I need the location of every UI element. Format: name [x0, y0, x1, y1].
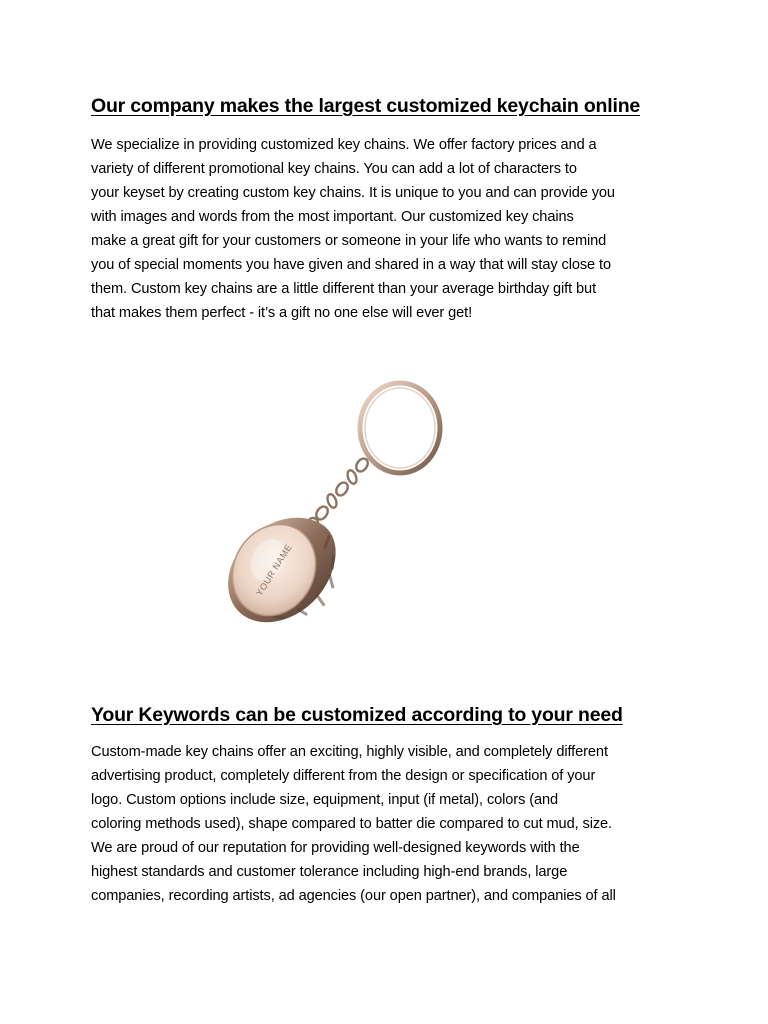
pendant — [217, 510, 336, 631]
paragraph-line: companies, recording artists, ad agencies (our open partner), and companies of all — [91, 888, 616, 904]
keychain-image — [210, 370, 460, 635]
section1-paragraph — [91, 133, 691, 325]
chain — [308, 456, 370, 528]
paragraph-line: with images and words from the most important. Our customized key chains — [91, 209, 574, 225]
paragraph-line: We specialize in providing customized key chains. We offer factory prices and a — [91, 137, 597, 153]
paragraph-line: advertising product, completely different from the design or specification of your — [91, 768, 596, 784]
split-ring — [360, 383, 440, 473]
section2-paragraph — [91, 740, 691, 908]
paragraph-line: variety of different promotional key chains. You can add a lot of characters to — [91, 161, 577, 177]
section1-heading: Our company makes the largest customized keychain online — [91, 95, 641, 117]
paragraph-line: your keyset by creating custom key chains. It is unique to you and can provide you — [91, 185, 615, 201]
paragraph-line: make a great gift for your customers or someone in your life who wants to remind — [91, 233, 607, 249]
paragraph-line: Custom-made key chains offer an exciting, highly visible, and completely different — [91, 744, 608, 760]
paragraph-line: that makes them perfect - it’s a gift no one else will ever get! — [91, 305, 473, 321]
paragraph-line: We are proud of our reputation for providing well-designed keywords with the — [91, 840, 580, 856]
engraving-text: YOUR NAME — [254, 542, 294, 598]
paragraph-line: them. Custom key chains are a little different than your average birthday gift but — [91, 281, 597, 297]
paragraph-line: you of special moments you have given and shared in a way that will stay close to — [91, 257, 611, 273]
paragraph-line: highest standards and customer tolerance including high-end brands, large — [91, 864, 568, 880]
paragraph-line: logo. Custom options include size, equipment, input (if metal), colors (and — [91, 792, 559, 808]
paragraph-line: coloring methods used), shape compared to batter die compared to cut mud, size. — [91, 816, 613, 832]
section2-heading: Your Keywords can be customized according to your need — [91, 704, 623, 726]
